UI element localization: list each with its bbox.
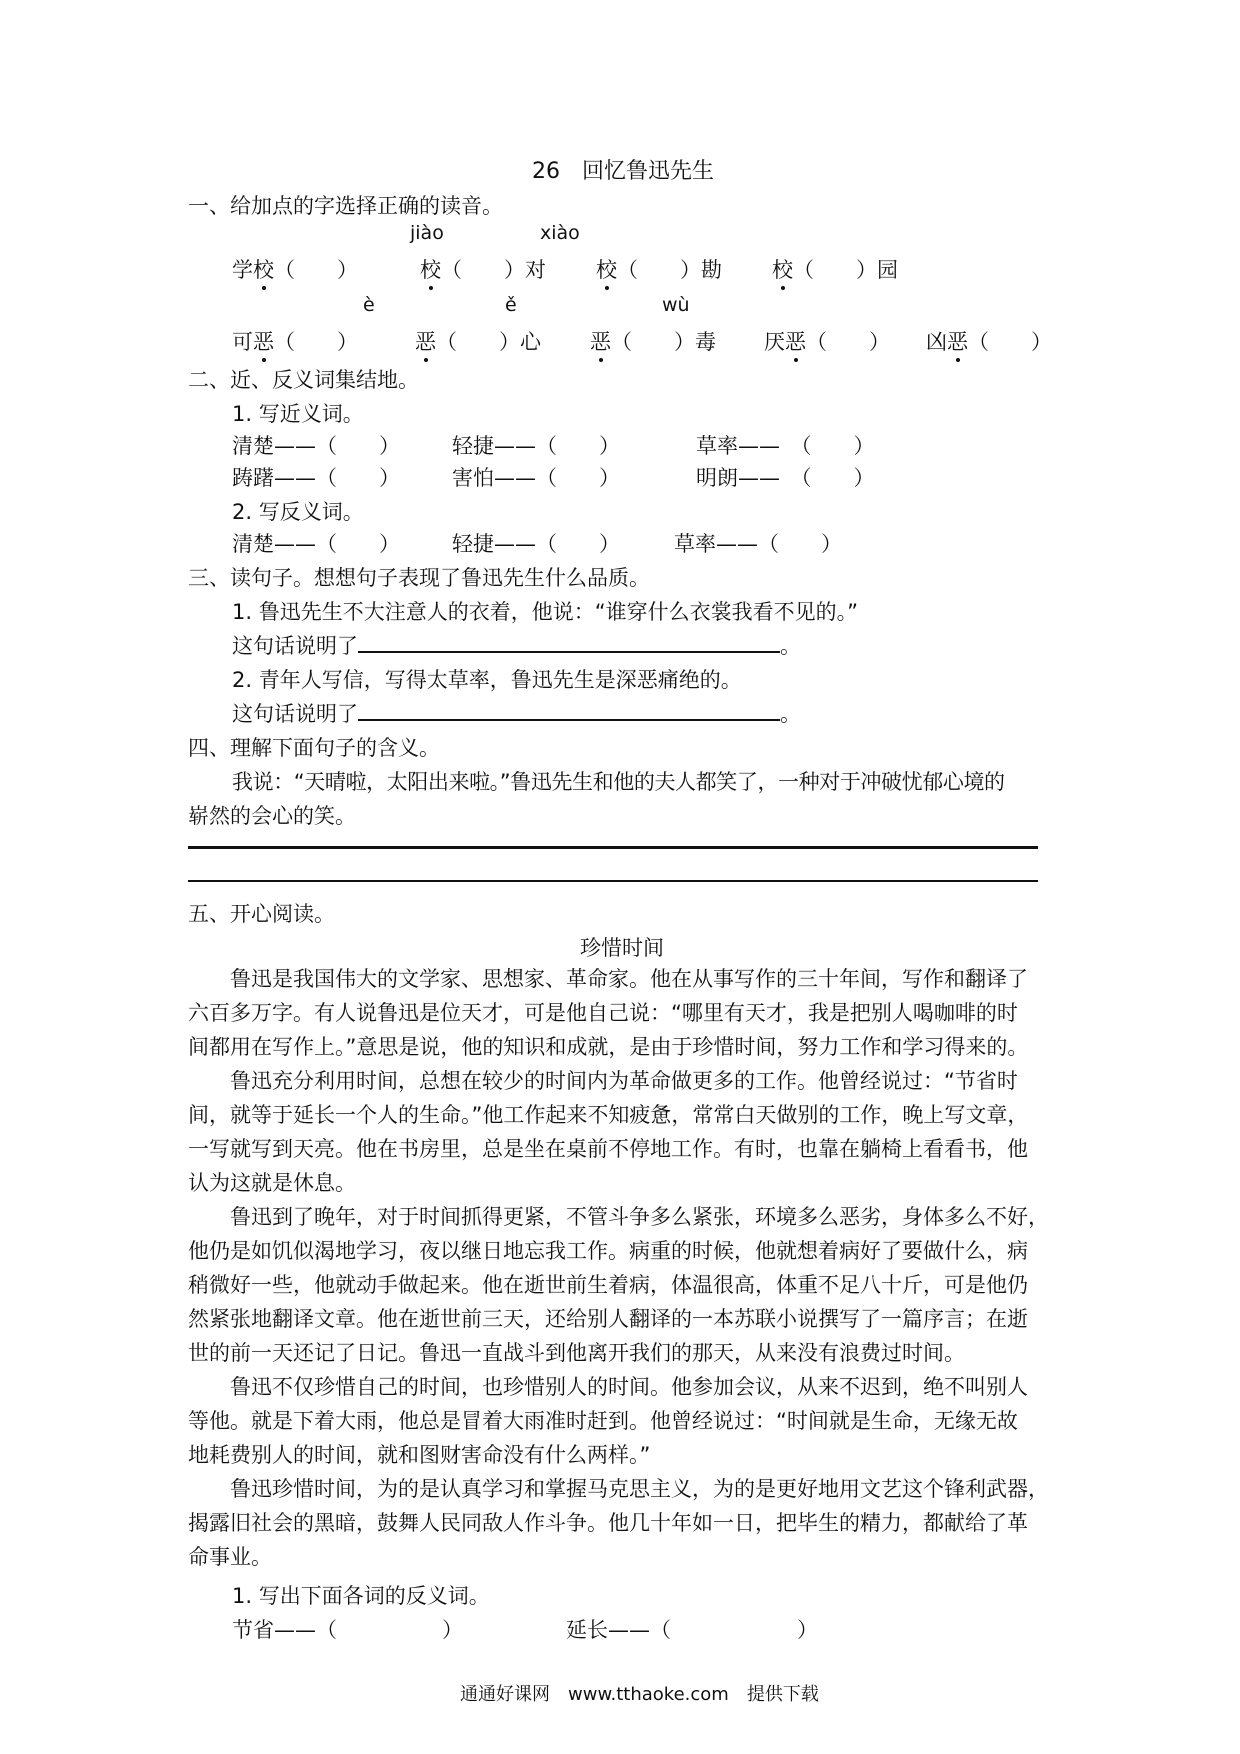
pinyin-wu: wù: [662, 294, 690, 316]
question-item: 可恶（ ）: [232, 326, 358, 356]
reading-title: 珍惜时间: [580, 936, 664, 960]
synonym-item: 明朗—— （ ）: [696, 466, 875, 490]
synonym-item: 害怕——（ ）: [452, 466, 620, 490]
synonym-item: 草率—— （ ）: [696, 434, 875, 458]
section-5-heading: 五、开心阅读。: [188, 902, 335, 926]
reading-paragraph-4: 鲁迅不仅珍惜自己的时间，也珍惜别人的时间。他参加会议，从来不迟到，绝不叫别人 等他。就是下着大雨，他总是冒着大雨准时赶到。他曾经说过：“时间就是生命，无缘无故 地耗费别人的时间，就和图财害命没有什么两样。”: [188, 1375, 1028, 1467]
antonym-item: 草率——（ ）: [674, 532, 842, 556]
dotted-char: 校: [253, 254, 274, 284]
synonym-item: 轻捷——（ ）: [452, 434, 620, 458]
synonym-item: 踌躇——（ ）: [232, 466, 400, 490]
dotted-char: 恶: [785, 326, 806, 356]
synonym-item: 清楚——（ ）: [232, 434, 400, 458]
synonym-subheading: 1. 写近义词。: [232, 402, 364, 426]
dotted-char: 恶: [590, 326, 611, 356]
section-4-heading: 四、理解下面句子的含义。: [188, 736, 440, 760]
dotted-char: 恶: [415, 326, 436, 356]
section-1-heading: 一、给加点的字选择正确的读音。: [188, 194, 503, 218]
question-item: 校（ ）园: [772, 254, 898, 284]
reading-paragraph-2: 鲁迅充分利用时间，总想在较少的时间内为革命做更多的工作。他曾经说过：“节省时 间，就等于延长一个人的生命。”他工作起来不知疲惫，常常白天做别的工作，晚上写文章， 一写就写到天亮。他在书房里，总是坐在桌前不停地工作。有时，也靠在躺椅上看看书，他 认为这就是休息。: [188, 1069, 1029, 1195]
reading-paragraph-3: 鲁迅到了晚年，对于时间抓得更紧，不管斗争多么紧张，环境多么恶劣，身体多么不好， 他仍是如饥似渴地学习，夜以继日地忘我工作。病重的时候，他就想着病好了要做什么，病 稍微好一些，他就动手做起来。他在逝世前生着病，体温很高，体重不足八十斤，可是他仍 然紧张地翻译文章。他在逝世前三天，还给别人翻译的一本苏联小说撰写了一篇序言；在逝 世的前一天还记了日记。鲁迅一直战斗到他离开我们的那天，从来没有浪费过时间。: [188, 1205, 1049, 1365]
antonym-subheading: 2. 写反义词。: [232, 500, 364, 524]
sentence-1: 1. 鲁迅先生不大注意人的衣着，他说：“谁穿什么衣裳我看不见的。”: [232, 600, 858, 624]
antonym-item: 延长——（ ）: [566, 1618, 818, 1642]
question-item: 恶（ ）毒: [590, 326, 716, 356]
blank-underline: [358, 701, 780, 721]
quote-line-1: 我说：“天晴啦，太阳出来啦。”鲁迅先生和他的夫人都笑了，一种对于冲破忧郁心境的: [232, 770, 1005, 794]
section-2-heading: 二、近、反义词集结地。: [188, 368, 419, 392]
question-item: 学校（ ）: [232, 254, 358, 284]
quote-line-2: 崭然的会心的笑。: [188, 804, 356, 828]
page-title: 26 回忆鲁迅先生: [532, 159, 714, 184]
antonym-item: 轻捷——（ ）: [452, 532, 620, 556]
blank-underline: [358, 633, 780, 653]
dotted-char: 校: [772, 254, 793, 284]
pinyin-e4: è: [363, 294, 375, 316]
question-item: 厌恶（ ）: [764, 326, 890, 356]
dotted-char: 恶: [947, 326, 968, 356]
question-item: 凶恶（ ）: [926, 326, 1052, 356]
question-item: 恶（ ）心: [415, 326, 541, 356]
answer-rule-1: [188, 846, 1038, 849]
answer-line-1: 这句话说明了 。: [232, 634, 801, 658]
dotted-char: 恶: [253, 326, 274, 356]
answer-rule-2: [188, 880, 1038, 882]
antonym-item: 清楚——（ ）: [232, 532, 400, 556]
reading-paragraph-1: 鲁迅是我国伟大的文学家、思想家、革命家。他在从事写作的三十年间，写作和翻译了 六百多万字。有人说鲁迅是位天才，可是他自己说：“哪里有天才，我是把别人喝咖啡的时 间都用在写作上。”意思是说，他的知识和成就，是由于珍惜时间，努力工作和学习得来的。: [188, 967, 1029, 1059]
reading-question-1: 1. 写出下面各词的反义词。: [232, 1584, 490, 1608]
dotted-char: 校: [420, 254, 441, 284]
section-3-heading: 三、读句子。想想句子表现了鲁迅先生什么品质。: [188, 566, 650, 590]
pinyin-xiao: xiào: [540, 222, 580, 244]
sentence-2: 2. 青年人写信，写得太草率，鲁迅先生是深恶痛绝的。: [232, 668, 742, 692]
pinyin-jiao: jiào: [410, 222, 444, 244]
question-item: 校（ ）勘: [596, 254, 722, 284]
pinyin-e3: ě: [505, 294, 517, 316]
antonym-item: 节省——（ ）: [232, 1618, 463, 1642]
answer-line-2: 这句话说明了 。: [232, 702, 801, 726]
dotted-char: 校: [596, 254, 617, 284]
reading-paragraph-5: 鲁迅珍惜时间，为的是认真学习和掌握马克思主义，为的是更好地用文艺这个锋利武器， 揭露旧社会的黑暗，鼓舞人民同敌人作斗争。他几十年如一日，把毕生的精力，都献给了革 命事业。: [188, 1477, 1049, 1569]
question-item: 校（ ）对: [420, 254, 546, 284]
page-footer: 通通好课网 www.tthaoke.com 提供下载: [460, 1684, 819, 1705]
